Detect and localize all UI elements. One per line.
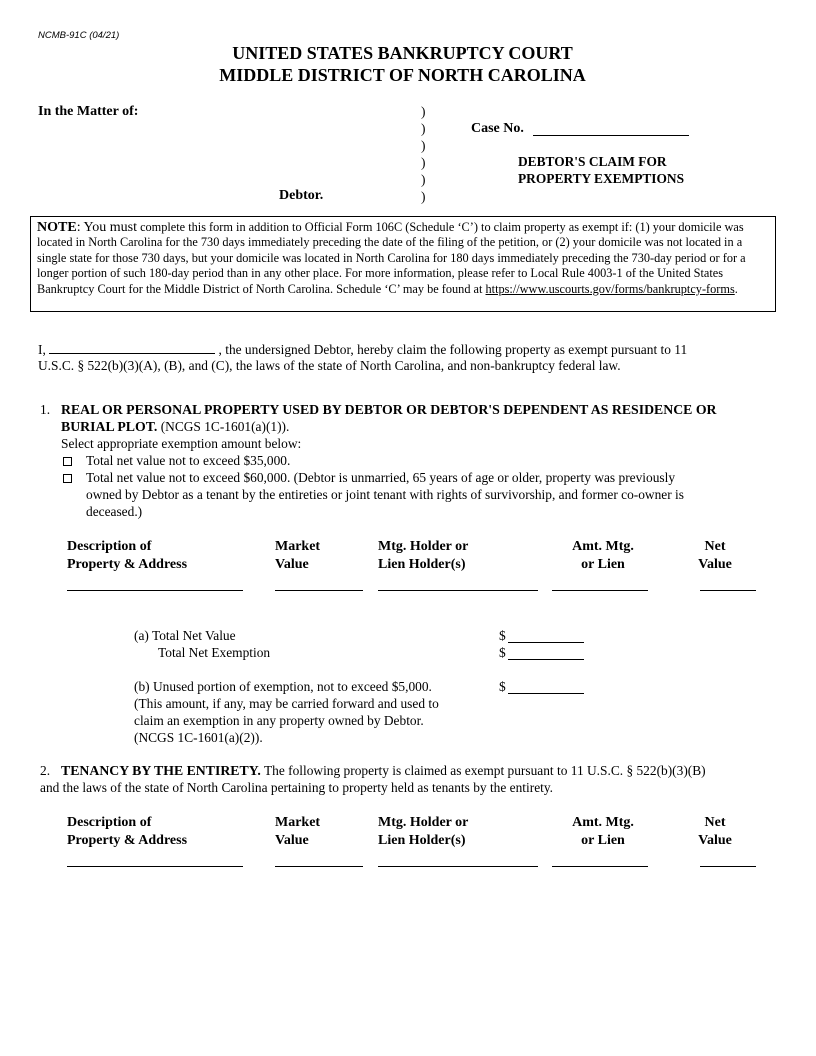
case-number-field[interactable]	[533, 135, 689, 136]
col-description-header: Description of Property & Address	[67, 815, 188, 848]
unused-portion-statute: (NCGS 1C-1601(a)(2)).	[134, 730, 263, 745]
total-net-exemption-label: Total Net Exemption	[158, 645, 271, 660]
court-name-line-1: UNITED STATES BANKRUPTCY COURT	[232, 43, 573, 63]
tenancy-by-entirety-label: TENANCY BY THE ENTIRETY.	[61, 763, 261, 778]
section-1-number: 1.	[40, 402, 51, 417]
section-1-statute: (NCGS 1C-1601(a)(1)).	[157, 419, 290, 434]
court-name-line-2: MIDDLE DISTRICT OF NORTH CAROLINA	[219, 65, 586, 85]
net-value-entry-line[interactable]	[700, 866, 756, 867]
exemption-60000-label-cont: owned by Debtor as a tenant by the entireties or joint tenant with rights of survivorship, and former co-owner is	[86, 487, 684, 502]
amt-mtg-entry-line[interactable]	[552, 866, 648, 867]
net-value-entry-line[interactable]	[700, 590, 756, 591]
intro-line-1-rest: , the undersigned Debtor, hereby claim the following property as exempt pursuant to 11	[218, 342, 688, 357]
dollar-sign: $	[499, 679, 506, 694]
caption-paren: )	[421, 138, 426, 153]
col-net-value-header: Net Value	[698, 539, 732, 572]
intro-line-2: U.S.C. § 522(b)(3)(A), (B), and (C), the laws of the state of North Carolina, and non-bankruptcy federal law.	[38, 358, 621, 373]
section-1-heading-line-2	[61, 419, 289, 436]
unused-portion-field[interactable]	[508, 693, 584, 694]
dollar-sign: $	[499, 628, 506, 643]
col-market-value-header: Market Value	[275, 539, 321, 572]
unused-portion-note: (This amount, if any, may be carried forward and used to	[134, 696, 439, 711]
unused-portion-note: claim an exemption in any property owned by Debtor.	[134, 713, 424, 728]
section-1-heading: REAL OR PERSONAL PROPERTY USED BY DEBTOR OR DEBTOR'S DEPENDENT AS RESIDENCE OR	[61, 402, 717, 417]
col-market-value-header: Market Value	[275, 815, 321, 848]
description-entry-line[interactable]	[67, 590, 243, 591]
caption-paren: )	[421, 155, 426, 170]
case-number-label: Case No.	[471, 121, 524, 136]
total-net-exemption-field[interactable]	[508, 659, 584, 660]
caption-paren: )	[421, 121, 426, 136]
debtor-name-field[interactable]	[49, 341, 215, 354]
caption-paren: )	[421, 189, 426, 204]
col-amt-mtg-header: Amt. Mtg. or Lien	[572, 539, 634, 572]
unused-portion-label: (b) Unused portion of exemption, not to exceed $5,000.	[134, 679, 432, 694]
caption-paren: )	[421, 172, 426, 187]
total-net-value-label: (a) Total Net Value	[134, 628, 236, 643]
description-entry-line[interactable]	[67, 866, 243, 867]
market-value-entry-line[interactable]	[275, 866, 363, 867]
exemption-35000-label: Total net value not to exceed $35,000.	[86, 453, 291, 468]
burial-plot-label: BURIAL PLOT.	[61, 419, 158, 434]
total-net-value-field[interactable]	[508, 642, 584, 643]
section-2-line-2: and the laws of the state of North Carolina pertaining to property held as tenants by the entirety.	[40, 780, 554, 795]
col-mtg-holder-header: Mtg. Holder or Lien Holder(s)	[378, 539, 469, 572]
col-description-header: Description of Property & Address	[67, 539, 188, 572]
col-mtg-holder-header: Mtg. Holder or Lien Holder(s)	[378, 815, 469, 848]
note-end: .	[734, 281, 738, 296]
mtg-holder-entry-line[interactable]	[378, 866, 538, 867]
caption-paren: )	[421, 104, 426, 119]
note-body: complete this form in addition to Official Form 106C (Schedule ‘C’) to claim property as exempt if: (1) your domicile was located in North Carolina for the 730 days immediately preceding the date of the filing of the petition, or (2) your domicile was not located in a single state for those 730 days, but your domicile was located in North Carolina for 180 days immediately preceding the 730-day period or for a longer portion of such 180-day period than in any other place. For more information, please refer to Local Rule 4003-1 of the United States Bankruptcy Court for the Middle District of North Carolina. Schedule ‘C’ may be found at	[37, 220, 746, 296]
debtor-label: Debtor.	[279, 188, 324, 203]
note-lead: NOTE	[37, 220, 77, 235]
amt-mtg-entry-line[interactable]	[552, 590, 648, 591]
note-box	[30, 216, 776, 312]
document-title-line-2: PROPERTY EXEMPTIONS	[518, 171, 685, 186]
col-amt-mtg-header: Amt. Mtg. or Lien	[572, 815, 634, 848]
document-title-line-1: DEBTOR'S CLAIM FOR	[518, 154, 667, 169]
note-lead-rest: : You must	[76, 220, 137, 235]
exemption-60000-label-cont: deceased.)	[86, 504, 143, 519]
intro-prefix: I,	[38, 342, 46, 357]
intro-line-1	[38, 341, 687, 359]
exemption-60000-label: Total net value not to exceed $60,000. (Debtor is unmarried, 65 years of age or older, property was previously	[86, 470, 676, 485]
form-code: NCMB-91C (04/21)	[38, 30, 120, 41]
market-value-entry-line[interactable]	[275, 590, 363, 591]
mtg-holder-entry-line[interactable]	[378, 590, 538, 591]
exemption-60000-checkbox[interactable]	[63, 474, 72, 483]
in-the-matter-label: In the Matter of:	[38, 104, 139, 119]
uscourts-forms-link[interactable]: https://www.uscourts.gov/forms/bankruptcy-forms	[485, 281, 735, 296]
col-net-value-header: Net Value	[698, 815, 732, 848]
dollar-sign: $	[499, 645, 506, 660]
select-instruction: Select appropriate exemption amount below:	[61, 436, 302, 451]
exemption-35000-checkbox[interactable]	[63, 457, 72, 466]
section-2-number: 2.	[40, 763, 51, 778]
section-2-heading	[61, 763, 706, 780]
section-2-heading-rest: The following property is claimed as exempt pursuant to 11 U.S.C. § 522(b)(3)(B)	[260, 763, 706, 778]
